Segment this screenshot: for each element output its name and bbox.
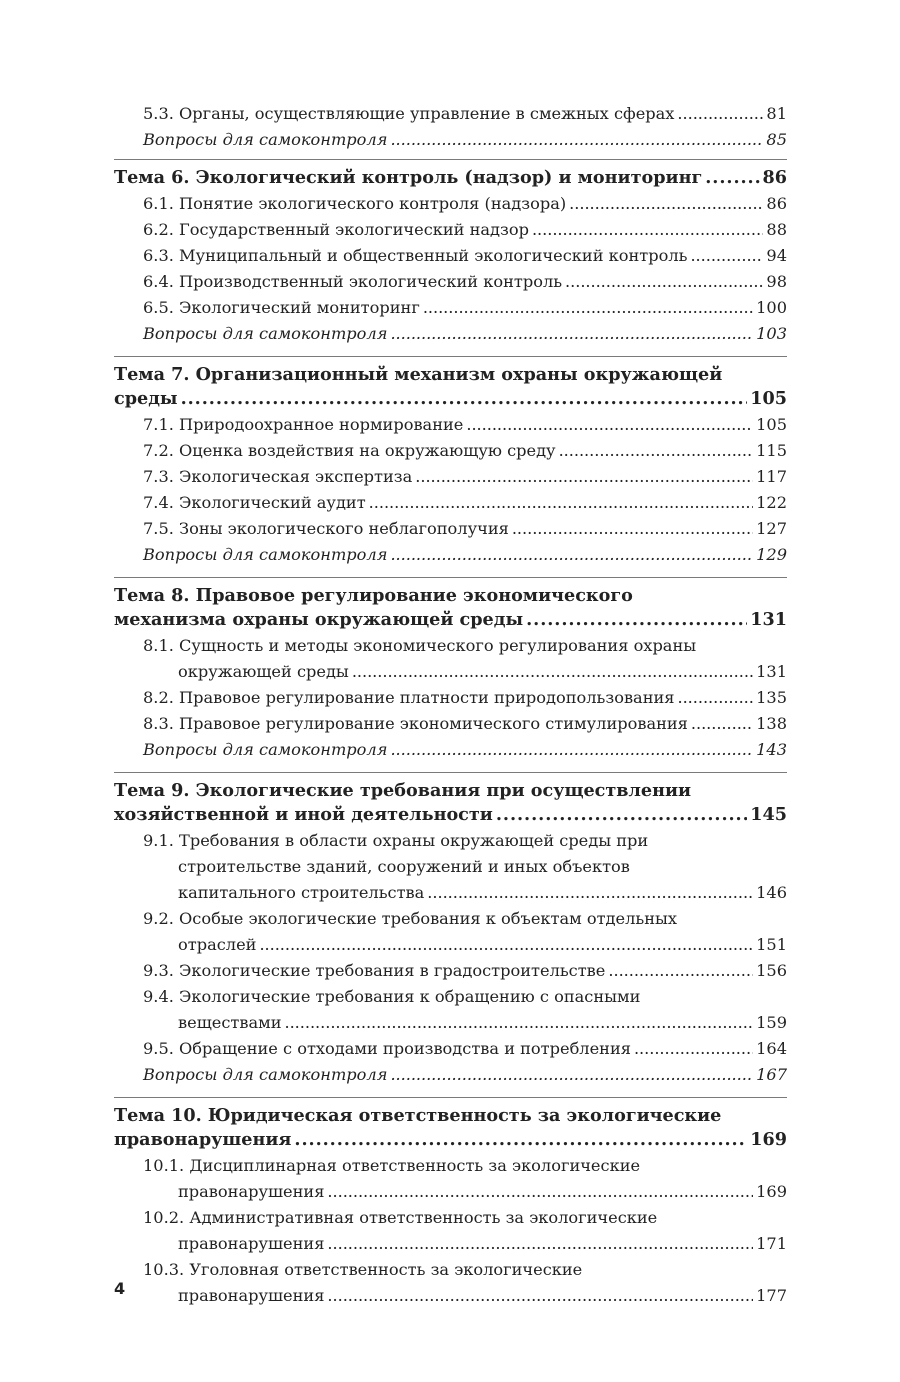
toc-theme-page: 169	[750, 1129, 787, 1150]
dot-leader	[691, 711, 753, 737]
toc-entry-7-2[interactable]	[114, 438, 787, 464]
toc-entry-label: 6.3. Муниципальный и общественный экологический контроль	[143, 246, 688, 265]
toc-entry-page: 164	[756, 1039, 787, 1058]
toc-entry-label: 6.5. Экологический мониторинг	[143, 298, 420, 317]
toc-entry-page: 138	[756, 714, 787, 733]
toc-entry-page: 86	[766, 194, 787, 213]
toc-entry-label: Вопросы для самоконтроля	[143, 130, 388, 149]
toc-entry-label: 6.1. Понятие экологического контроля (надзора)	[143, 194, 567, 213]
toc-entry-label-cont: правонарушения	[178, 1286, 325, 1305]
toc-theme-6[interactable]	[114, 159, 787, 190]
toc-entry-6-5[interactable]	[114, 295, 787, 321]
table-of-contents	[114, 101, 787, 1309]
toc-entry-page: 94	[766, 246, 787, 265]
dot-leader	[608, 958, 753, 984]
toc-entry-page: 171	[756, 1234, 787, 1253]
toc-entry-5-3[interactable]	[114, 101, 787, 127]
toc-entry-label: 9.3. Экологические требования в градостроительстве	[143, 961, 606, 980]
toc-entry-label: 7.4. Экологический аудит	[143, 493, 366, 512]
toc-entry-8-2[interactable]	[114, 685, 787, 711]
dot-leader	[327, 1283, 753, 1309]
toc-entry-label: 10.1. Дисциплинарная ответственность за экологические	[143, 1156, 641, 1175]
toc-entry-page: 98	[766, 272, 787, 291]
toc-entry-label: Вопросы для самоконтроля	[143, 1065, 388, 1084]
toc-entry-label: Вопросы для самоконтроля	[143, 740, 388, 759]
toc-entry-9-4[interactable]	[114, 984, 787, 1036]
toc-entry-label: 7.1. Природоохранное нормирование	[143, 415, 464, 434]
toc-entry-label: 8.2. Правовое регулирование платности природопользования	[143, 688, 675, 707]
toc-entry-page: 146	[756, 883, 787, 902]
dot-leader	[390, 127, 763, 153]
toc-entry-10-2[interactable]	[114, 1205, 787, 1257]
toc-entry-label-cont: строительстве зданий, сооружений и иных объектов	[178, 857, 630, 876]
toc-entry-self-check[interactable]	[114, 321, 787, 347]
dot-leader	[569, 191, 763, 217]
toc-theme-8[interactable]	[114, 577, 787, 632]
toc-entry-label: 9.2. Особые экологические требования к объектам отдельных	[143, 909, 678, 928]
toc-entry-6-2[interactable]	[114, 217, 787, 243]
toc-entry-page: 151	[756, 935, 787, 954]
dot-leader	[415, 464, 753, 490]
toc-entry-page: 159	[756, 1013, 787, 1032]
toc-entry-label-cont: веществами	[178, 1013, 282, 1032]
toc-entry-label: 7.3. Экологическая экспертиза	[143, 467, 413, 486]
dot-leader	[285, 1010, 754, 1036]
toc-entry-7-5[interactable]	[114, 516, 787, 542]
toc-entry-7-4[interactable]	[114, 490, 787, 516]
toc-entry-page: 100	[756, 298, 787, 317]
dot-leader	[181, 387, 748, 411]
toc-entry-page: 129	[756, 545, 787, 564]
toc-theme-title-cont: механизма охраны окружающей среды	[114, 609, 524, 630]
dot-leader	[369, 490, 753, 516]
dot-leader	[678, 685, 754, 711]
dot-leader	[294, 1128, 747, 1152]
toc-entry-page: 115	[756, 441, 787, 460]
toc-entry-page: 81	[766, 104, 787, 123]
toc-entry-label: Вопросы для самоконтроля	[143, 324, 388, 343]
toc-entry-self-check[interactable]	[114, 1062, 787, 1088]
toc-entry-label-cont: окружающей среды	[178, 662, 349, 681]
toc-theme-title: Тема 7. Организационный механизм охраны окружающей	[114, 364, 723, 385]
toc-entry-page: 169	[756, 1182, 787, 1201]
toc-entry-7-1[interactable]	[114, 412, 787, 438]
dot-leader	[565, 269, 763, 295]
toc-entry-page: 85	[766, 130, 787, 149]
toc-entry-page: 105	[756, 415, 787, 434]
toc-entry-page: 127	[756, 519, 787, 538]
toc-entry-page: 117	[756, 467, 787, 486]
toc-entry-page: 177	[756, 1286, 787, 1305]
toc-theme-title: Тема 6. Экологический контроль (надзор) и мониторинг	[114, 167, 703, 188]
toc-entry-label: 10.2. Административная ответственность за экологические	[143, 1208, 658, 1227]
toc-entry-9-5[interactable]	[114, 1036, 787, 1062]
toc-entry-6-4[interactable]	[114, 269, 787, 295]
toc-theme-title: Тема 10. Юридическая ответственность за экологические	[114, 1105, 722, 1126]
toc-theme-title-cont: хозяйственной и иной деятельности	[114, 804, 493, 825]
toc-entry-page: 103	[756, 324, 787, 343]
dot-leader	[390, 542, 753, 568]
dot-leader	[259, 932, 753, 958]
toc-entry-page: 88	[766, 220, 787, 239]
toc-entry-label: 6.4. Производственный экологический контроль	[143, 272, 563, 291]
dot-leader	[390, 737, 753, 763]
toc-entry-label: 5.3. Органы, осуществляющие управление в смежных сферах	[143, 104, 675, 123]
toc-entry-self-check[interactable]	[114, 127, 787, 153]
toc-theme-page: 131	[750, 609, 787, 630]
toc-entry-8-1[interactable]	[114, 633, 787, 685]
toc-entry-label: 6.2. Государственный экологический надзор	[143, 220, 529, 239]
toc-entry-6-3[interactable]	[114, 243, 787, 269]
toc-entry-8-3[interactable]	[114, 711, 787, 737]
dot-leader	[634, 1036, 753, 1062]
toc-theme-title: Тема 9. Экологические требования при осуществлении	[114, 780, 692, 801]
toc-entry-label: 9.4. Экологические требования к обращению с опасными	[143, 987, 641, 1006]
toc-theme-title: Тема 8. Правовое регулирование экономического	[114, 585, 633, 606]
dot-leader	[390, 1062, 753, 1088]
toc-entry-label: 8.3. Правовое регулирование экономического стимулирования	[143, 714, 688, 733]
toc-entry-page: 156	[756, 961, 787, 980]
toc-entry-9-1[interactable]	[114, 828, 787, 906]
toc-theme-7[interactable]	[114, 356, 787, 411]
dot-leader	[390, 321, 753, 347]
toc-entry-label-cont: правонарушения	[178, 1182, 325, 1201]
toc-entry-self-check[interactable]	[114, 542, 787, 568]
toc-entry-10-3[interactable]	[114, 1257, 787, 1309]
toc-theme-10[interactable]	[114, 1097, 787, 1152]
dot-leader	[526, 608, 747, 632]
toc-entry-6-1[interactable]	[114, 191, 787, 217]
dot-leader	[327, 1179, 753, 1205]
dot-leader	[677, 101, 763, 127]
dot-leader	[352, 659, 753, 685]
toc-entry-label: 7.2. Оценка воздействия на окружающую среду	[143, 441, 556, 460]
dot-leader	[705, 166, 759, 190]
dot-leader	[327, 1231, 753, 1257]
toc-entry-10-1[interactable]	[114, 1153, 787, 1205]
toc-entry-page: 135	[756, 688, 787, 707]
toc-entry-7-3[interactable]	[114, 464, 787, 490]
toc-entry-page: 122	[756, 493, 787, 512]
dot-leader	[423, 295, 753, 321]
dot-leader	[559, 438, 754, 464]
dot-leader	[532, 217, 763, 243]
toc-entry-9-3[interactable]	[114, 958, 787, 984]
toc-entry-label: 8.1. Сущность и методы экономического регулирования охраны	[143, 636, 697, 655]
toc-theme-title-cont: правонарушения	[114, 1129, 292, 1150]
toc-theme-title-cont: среды	[114, 388, 178, 409]
toc-entry-label: Вопросы для самоконтроля	[143, 545, 388, 564]
toc-theme-9[interactable]	[114, 772, 787, 827]
toc-theme-page: 145	[750, 804, 787, 825]
dot-leader	[427, 880, 753, 906]
toc-entry-page: 131	[756, 662, 787, 681]
toc-entry-label: 10.3. Уголовная ответственность за экологические	[143, 1260, 583, 1279]
toc-entry-label-cont: капитального строительства	[178, 883, 425, 902]
toc-theme-page: 105	[750, 388, 787, 409]
toc-theme-page: 86	[762, 167, 787, 188]
toc-entry-label: 9.1. Требования в области охраны окружающей среды при	[143, 831, 649, 850]
dot-leader	[496, 803, 747, 827]
toc-entry-label-cont: правонарушения	[178, 1234, 325, 1253]
dot-leader	[466, 412, 753, 438]
toc-entry-9-2[interactable]	[114, 906, 787, 958]
page-number: 4	[114, 1279, 126, 1298]
toc-entry-page: 167	[756, 1065, 787, 1084]
toc-entry-label: 7.5. Зоны экологического неблагополучия	[143, 519, 509, 538]
toc-entry-label: 9.5. Обращение с отходами производства и потребления	[143, 1039, 631, 1058]
dot-leader	[512, 516, 753, 542]
toc-entry-self-check[interactable]	[114, 737, 787, 763]
toc-entry-page: 143	[756, 740, 787, 759]
toc-entry-label-cont: отраслей	[178, 935, 257, 954]
dot-leader	[690, 243, 763, 269]
